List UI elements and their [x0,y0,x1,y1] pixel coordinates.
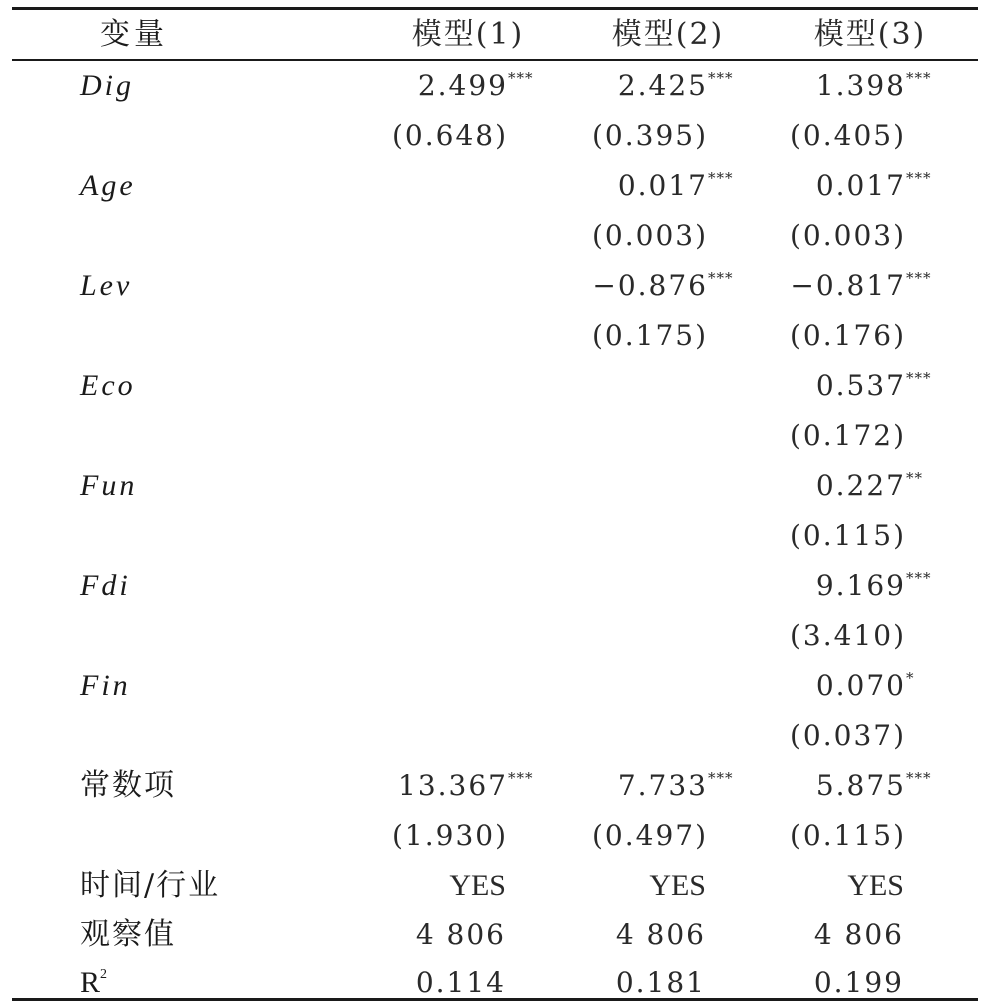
row-fdi-se [12,611,978,661]
row-label: Dig [80,69,134,102]
row-label: Fdi [80,569,131,602]
se-m1: (1.930) [391,819,508,852]
row-age-se [12,211,978,261]
row-label: Lev [80,269,133,302]
significance-stars: * [906,669,915,687]
r-squared-m3: 0.199 [813,966,904,999]
row-fun-se [12,511,978,561]
row-fdi [12,561,978,611]
se-m1: (0.648) [391,119,508,152]
row-r-squared [12,958,978,1008]
row-eco-se [12,411,978,461]
row-dig-se [12,111,978,161]
se-m3: (0.003) [789,219,906,252]
significance-stars: *** [708,169,734,187]
se-m3: (0.172) [789,419,906,452]
coef-m2: 0.017*** [542,161,742,211]
row-lev-se [12,311,978,361]
row-age [12,161,978,211]
significance-stars: *** [906,769,932,787]
coef-m2: −0.876*** [542,261,742,311]
significance-stars: *** [906,569,932,587]
se-m3: (3.410) [789,619,906,652]
observations-m1: 4 806 [415,918,506,951]
coef-m3: 0.537*** [740,361,940,411]
significance-stars: *** [906,369,932,387]
row-fin [12,661,978,711]
row-label: 观察值 [80,917,176,952]
row-lev [12,261,978,311]
row-constant [12,761,978,811]
se-m3: (0.176) [789,319,906,352]
significance-stars: *** [508,69,534,87]
significance-stars: ** [906,469,923,487]
header-row [12,10,978,60]
coef-m3: −0.817*** [740,261,940,311]
row-label: Fin [80,669,131,702]
coef-m1: 13.367*** [342,761,542,811]
row-time-industry [12,861,978,911]
header-variable: 变量 [100,17,168,52]
se-m2: (0.003) [591,219,708,252]
fixed-effect-m1: YES [449,869,506,902]
row-label: 常数项 [80,768,176,803]
coef-m3: 1.398*** [740,61,940,111]
coef-m3: 0.017*** [740,161,940,211]
row-label: $R^2$ [80,966,108,999]
coef-m2: 7.733*** [542,761,742,811]
coef-m3: 0.227** [740,461,940,511]
se-m3: (0.405) [789,119,906,152]
row-eco [12,361,978,411]
observations-m2: 4 806 [615,918,706,951]
significance-stars: *** [708,69,734,87]
significance-stars: *** [906,269,932,287]
r-squared-m1: 0.114 [415,966,506,999]
se-m3: (0.115) [789,519,906,552]
significance-stars: *** [708,769,734,787]
coef-m1: 2.499*** [342,61,542,111]
row-observations [12,910,978,960]
row-label: Age [80,169,136,202]
row-label: Fun [80,469,138,502]
row-dig [12,61,978,111]
se-m2: (0.395) [591,119,708,152]
observations-m3: 4 806 [813,918,904,951]
fixed-effect-m3: YES [847,869,904,902]
r-squared-m2: 0.181 [615,966,706,999]
row-fun [12,461,978,511]
se-m2: (0.175) [591,319,708,352]
fixed-effect-m2: YES [649,869,706,902]
row-fin-se [12,711,978,761]
header-model-1: 模型(1) [411,17,525,52]
row-label: 时间/行业 [80,868,221,903]
se-m3: (0.115) [789,819,906,852]
regression-table [12,7,978,1001]
header-model-3: 模型(3) [813,17,927,52]
coef-m3: 9.169*** [740,561,940,611]
significance-stars: *** [906,69,932,87]
row-label: Eco [80,369,136,402]
se-m3: (0.037) [789,719,906,752]
coef-m3: 5.875*** [740,761,940,811]
row-constant-se [12,811,978,861]
significance-stars: *** [708,269,734,287]
coef-m3: 0.070* [740,661,940,711]
significance-stars: *** [508,769,534,787]
significance-stars: *** [906,169,932,187]
coef-m2: 2.425*** [542,61,742,111]
se-m2: (0.497) [591,819,708,852]
header-model-2: 模型(2) [611,17,725,52]
